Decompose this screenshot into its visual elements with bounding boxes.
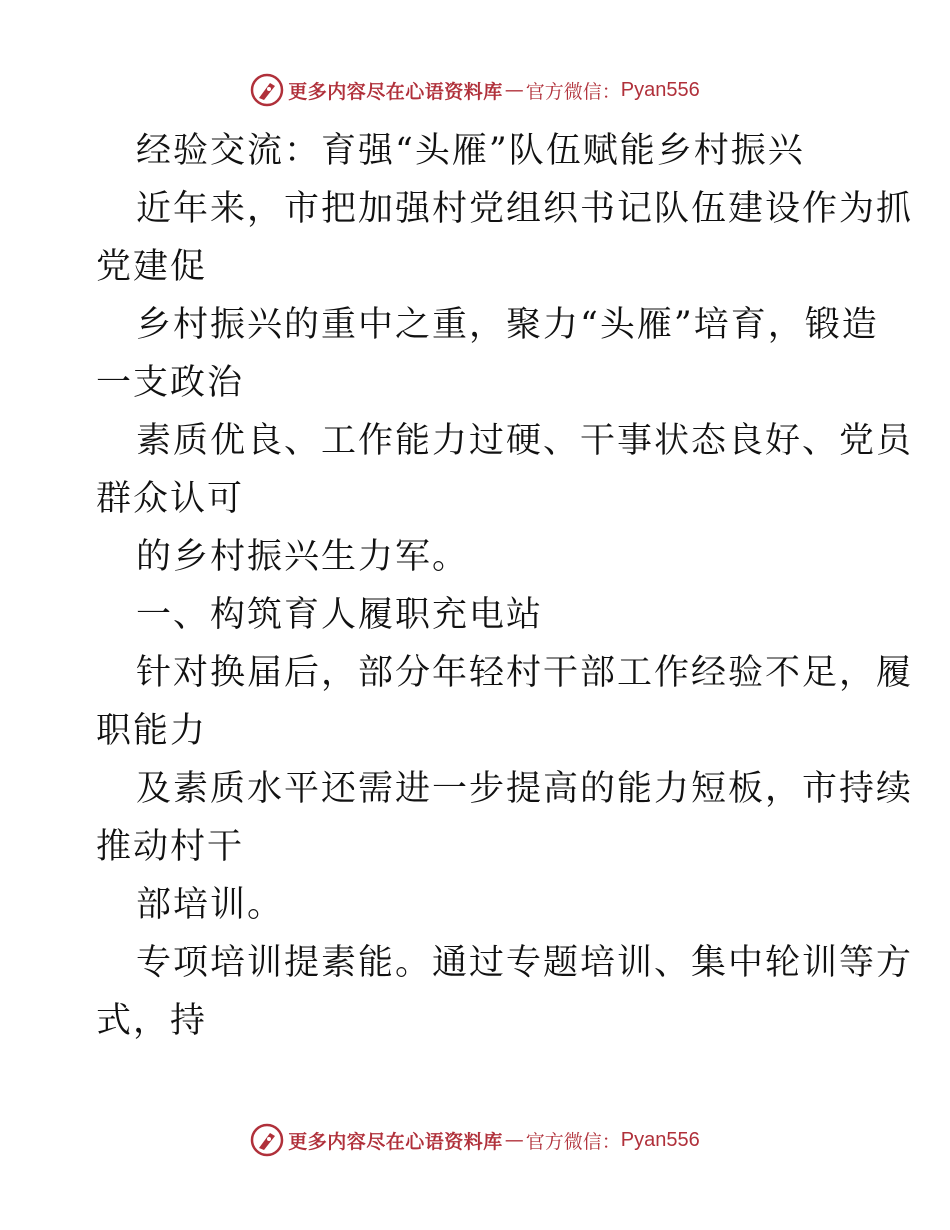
banner-wechat-handle: Pyan556 (620, 1128, 700, 1151)
paragraph-line: 推动村干 (96, 827, 245, 867)
banner-brand-text: 更多内容尽在心语资料库 (288, 1130, 503, 1153)
banner-wechat-handle: Pyan556 (620, 78, 700, 101)
document-body (96, 122, 914, 1050)
paragraph-line: 部培训。 (136, 885, 285, 925)
document-title: 经验交流：育强“头雁”队伍赋能乡村振兴 (136, 131, 805, 171)
banner-dash: — (504, 1129, 524, 1151)
paragraph-line: 专项培训提素能。通过专题培训、集中轮训等方 (136, 943, 914, 983)
banner-contact-label: 官方微信： (525, 80, 621, 103)
section-heading: 一、构筑育人履职充电站 (136, 595, 544, 635)
header-watermark-banner (0, 70, 950, 110)
paragraph-line: 的乡村振兴生力军。 (136, 537, 470, 577)
banner-brand-text: 更多内容尽在心语资料库 (288, 80, 503, 103)
paragraph-line: 近年来，市把加强村党组织书记队伍建设作为抓 (136, 189, 914, 229)
banner-contact-label: 官方微信： (525, 1130, 621, 1153)
paragraph-line: 党建促 (96, 247, 208, 287)
footer-watermark-banner (0, 1120, 950, 1160)
banner-dash: — (504, 79, 524, 101)
pen-nib-logo-icon (250, 73, 284, 107)
paragraph-line: 及素质水平还需进一步提高的能力短板，市持续 (136, 769, 914, 809)
pen-nib-logo-icon (250, 1123, 284, 1157)
paragraph-line: 乡村振兴的重中之重，聚力“头雁”培育，锻造 (136, 305, 879, 345)
paragraph-line: 素质优良、工作能力过硬、干事状态良好、党员 (136, 421, 914, 461)
paragraph-line: 式，持 (96, 1001, 208, 1041)
paragraph-line: 针对换届后，部分年轻村干部工作经验不足，履 (136, 653, 914, 693)
paragraph-line: 群众认可 (96, 479, 245, 519)
paragraph-line: 一支政治 (96, 363, 245, 403)
paragraph-line: 职能力 (96, 711, 208, 751)
